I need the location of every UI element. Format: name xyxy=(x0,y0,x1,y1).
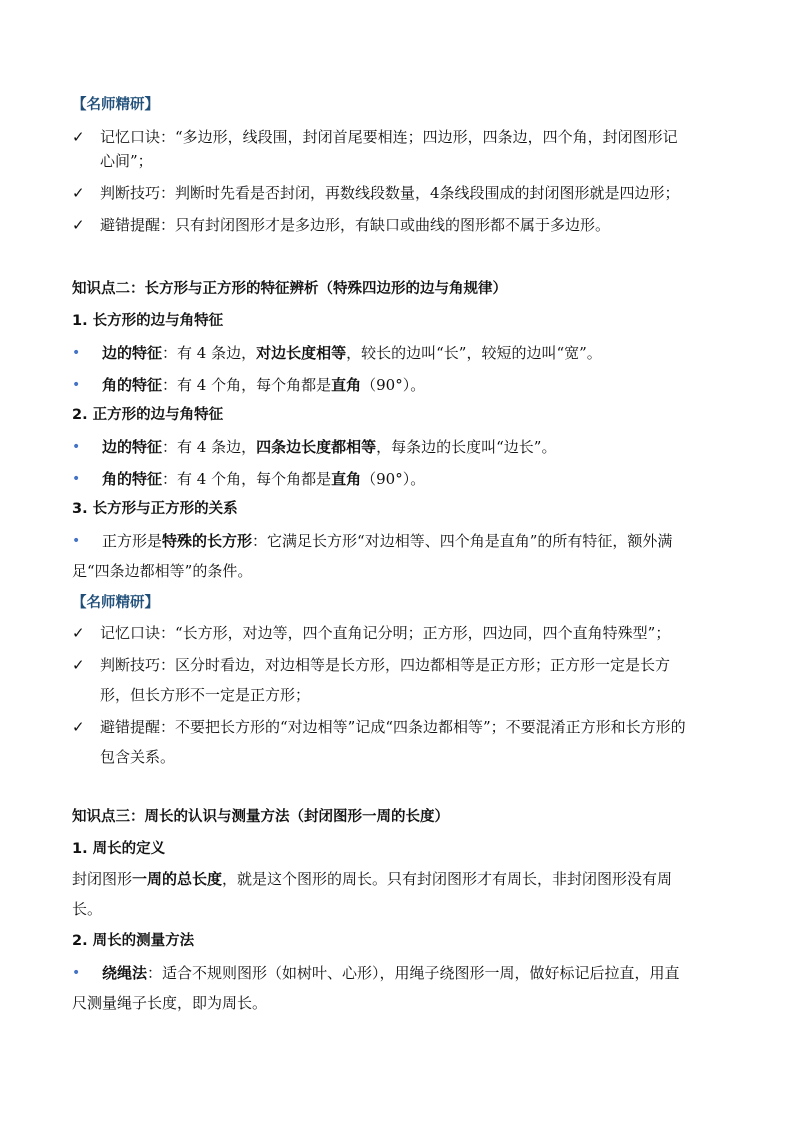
check-icon: ✓ xyxy=(72,184,85,202)
bullet-icon: • xyxy=(72,471,81,487)
kp2-title: 知识点二：长方形与正方形的特征辨析（特殊四边形的边与角规律） xyxy=(72,281,507,297)
check-icon: ✓ xyxy=(72,216,85,234)
kp3-definition: 封闭图形一周的总长度，就是这个图形的周长。只有封闭图形才有周长，非封闭图形没有周 xyxy=(72,870,673,888)
kp3-section-2: 2. 周长的测量方法 xyxy=(72,933,195,949)
check-icon: ✓ xyxy=(72,624,85,642)
tip-label-2: 【名师精研】 xyxy=(72,595,159,611)
bullet-icon: • xyxy=(72,377,81,393)
tip2-item-3-cont: 包含关系。 xyxy=(100,748,176,766)
tip2-item-2-cont: 形，但长方形不一定是正方形； xyxy=(100,686,311,704)
bullet-icon: • xyxy=(72,345,81,361)
bullet-icon: • xyxy=(72,965,81,981)
kp2-section-1: 1. 长方形的边与角特征 xyxy=(72,313,224,329)
kp2-section-2: 2. 正方形的边与角特征 xyxy=(72,407,224,423)
kp2-s3-relation-cont: 足“四条边都相等”的条件。 xyxy=(72,562,253,580)
bullet-icon: • xyxy=(72,533,81,549)
kp2-section-3: 3. 长方形与正方形的关系 xyxy=(72,501,238,517)
kp3-definition-cont: 长。 xyxy=(72,900,103,918)
kp3-section-1: 1. 周长的定义 xyxy=(72,841,166,857)
check-icon: ✓ xyxy=(72,656,85,674)
kp3-method-rope-cont: 尺测量绳子长度，即为周长。 xyxy=(72,994,268,1012)
check-icon: ✓ xyxy=(72,128,85,146)
bullet-icon: • xyxy=(72,439,81,455)
kp3-title: 知识点三：周长的认识与测量方法（封闭图形一周的长度） xyxy=(72,809,449,825)
tip-label-1: 【名师精研】 xyxy=(72,97,159,113)
tip1-item-1-cont: 心间”； xyxy=(100,152,153,170)
check-icon: ✓ xyxy=(72,718,85,736)
